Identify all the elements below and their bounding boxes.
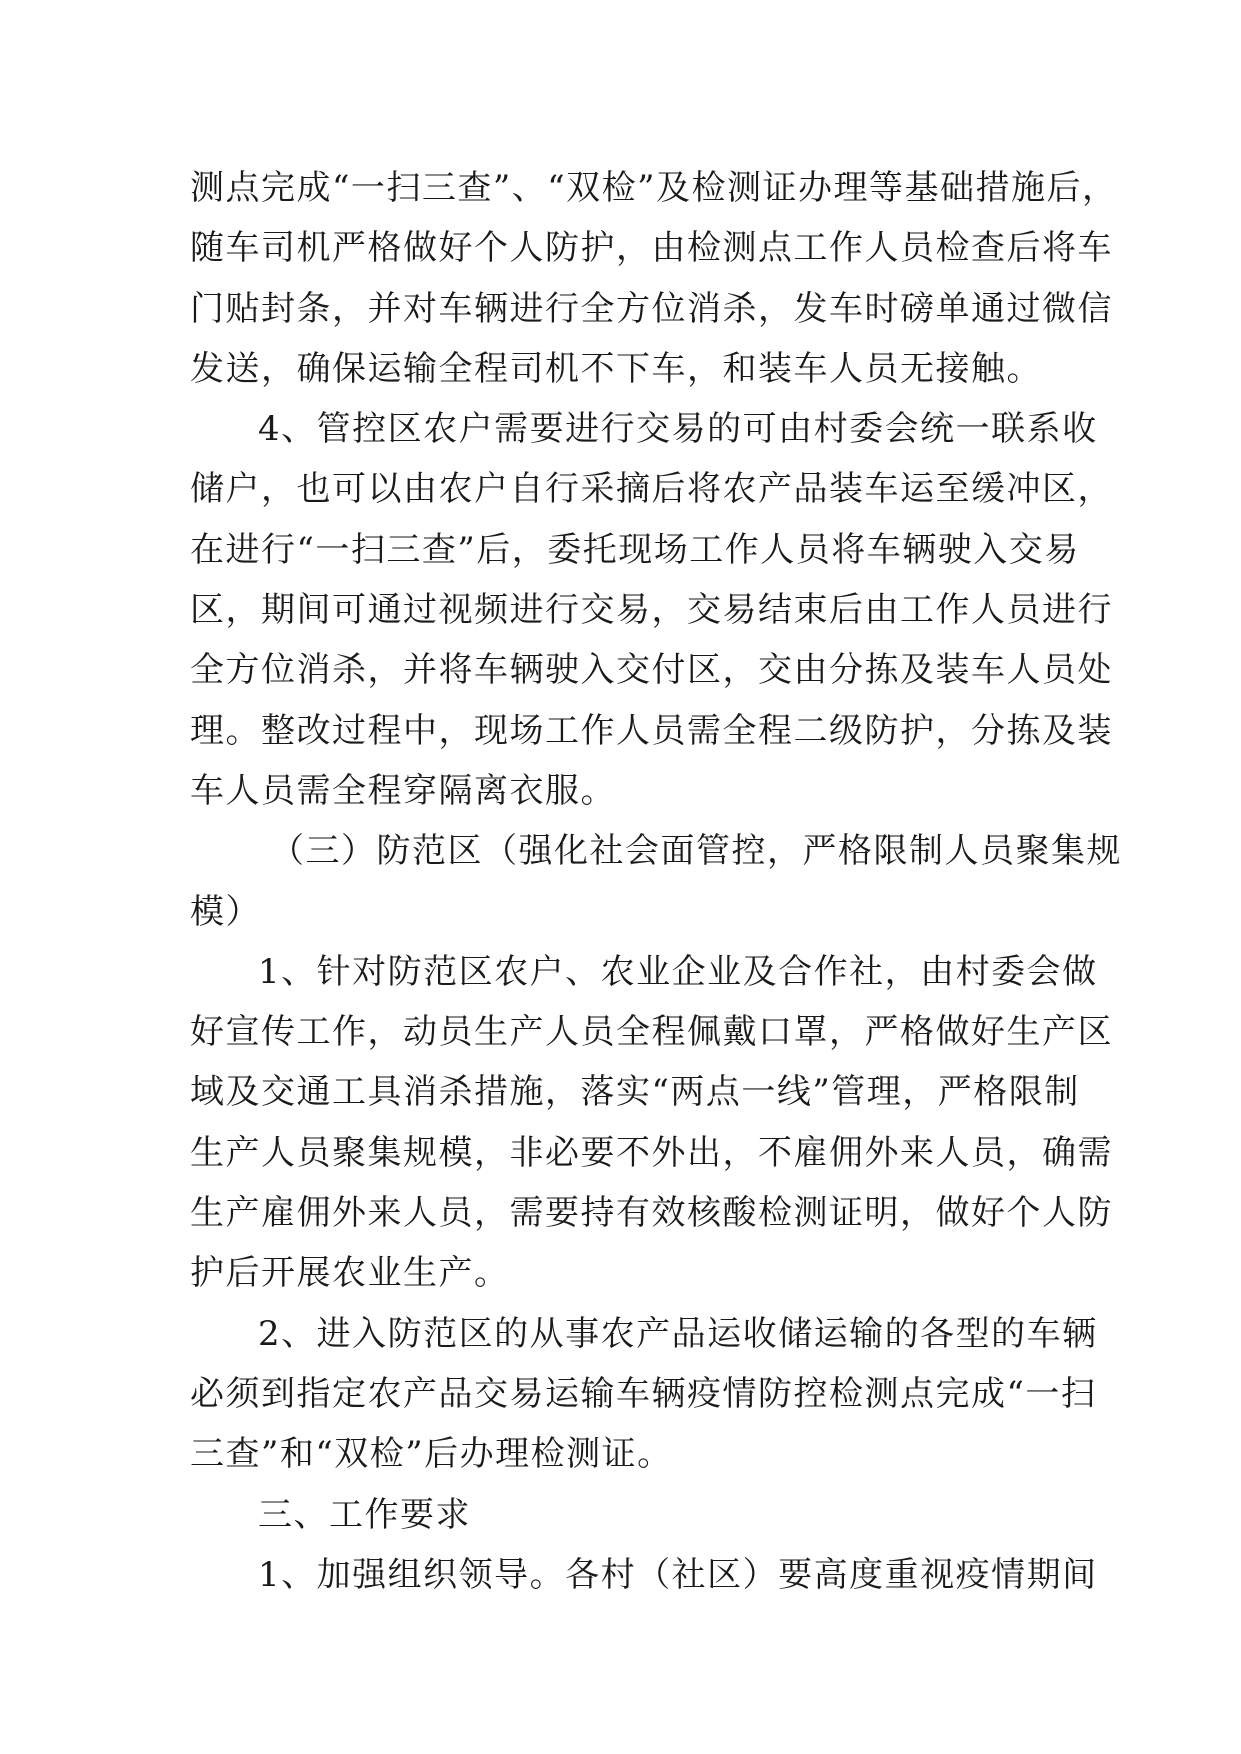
body-text	[190, 158, 1122, 1605]
text-line: 必须到指定农产品交易运输车辆疫情防控检测点完成“一扫	[190, 1373, 1097, 1414]
section-heading-continued: 模）	[190, 891, 261, 932]
text-line: 域及交通工具消杀措施，落实“两点一线”管理，严格限制	[190, 1072, 1080, 1113]
text-line: 车人员需全程穿隔离衣服。	[190, 770, 616, 811]
text-line: 1、加强组织领导。各村（社区）要高度重视疫情期间	[258, 1554, 1098, 1595]
text-line: 测点完成“一扫三查”、“双检”及检测证办理等基础措施后，	[190, 168, 1118, 208]
text-line: 全方位消杀，并将车辆驶入交付区，交由分拣及装车人员处	[190, 650, 1113, 691]
text-line: 三查”和“双检”后办理检测证。	[190, 1434, 673, 1475]
text-line: 2、进入防范区的从事农产品运收储运输的各型的车辆	[258, 1313, 1098, 1354]
text-line: 在进行“一扫三查”后，委托现场工作人员将车辆驶入交易	[190, 529, 1080, 570]
text-line: 门贴封条，并对车辆进行全方位消杀，发车时磅单通过微信	[190, 288, 1113, 329]
text-line: 随车司机严格做好个人防护，由检测点工作人员检查后将车	[190, 228, 1113, 269]
text-line: 1、针对防范区农户、农业企业及合作社，由村委会做	[258, 951, 1098, 992]
text-line: 护后开展农业生产。	[190, 1253, 510, 1294]
section-heading: （三）防范区（强化社会面管控，严格限制人员聚集规	[270, 831, 1122, 872]
text-line: 生产雇佣外来人员，需要持有效核酸检测证明，做好个人防	[190, 1193, 1113, 1234]
text-line: 生产人员聚集规模，非必要不外出，不雇佣外来人员，确需	[190, 1132, 1113, 1173]
text-line: 储户，也可以由农户自行采摘后将农产品装车运至缓冲区，	[190, 469, 1113, 510]
text-line: 区，期间可通过视频进行交易，交易结束后由工作人员进行	[190, 590, 1113, 631]
section-heading: 三、工作要求	[258, 1494, 471, 1535]
text-line: 好宣传工作，动员生产人员全程佩戴口罩，严格做好生产区	[190, 1012, 1113, 1053]
text-line: 发送，确保运输全程司机不下车，和装车人员无接触。	[190, 348, 1042, 389]
text-line: 理。整改过程中，现场工作人员需全程二级防护，分拣及装	[190, 710, 1113, 751]
text-line: 4、管控区农户需要进行交易的可由村委会统一联系收	[258, 409, 1098, 450]
